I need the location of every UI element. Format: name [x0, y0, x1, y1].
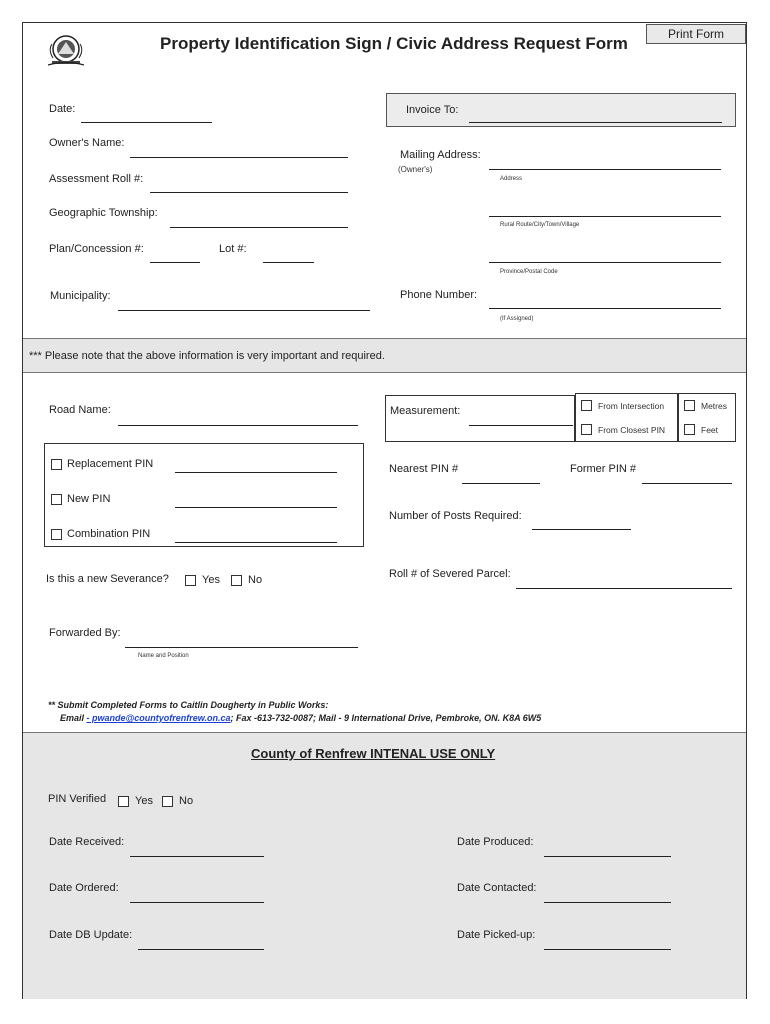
forwarded-by-field[interactable]: [125, 633, 358, 648]
pin-verified-yes-checkbox[interactable]: [118, 796, 129, 807]
measurement-box: [385, 395, 575, 442]
roll-severed-field[interactable]: [516, 574, 732, 589]
province-postal-field[interactable]: [489, 248, 721, 263]
new-pin-checkbox[interactable]: [51, 494, 62, 505]
invoice-to-box: [386, 93, 736, 127]
invoice-to-field[interactable]: [469, 108, 722, 123]
province-postal-caption: Province/Postal Code: [500, 269, 558, 275]
from-closest-pin-label: From Closest PIN: [598, 425, 666, 435]
date-picked-up-label: Date Picked-up:: [457, 929, 536, 941]
assessment-roll-label: Assessment Roll #:: [49, 173, 144, 185]
important-note-band: [23, 338, 746, 373]
posts-required-label: Number of Posts Required:: [389, 510, 522, 522]
roll-severed-label: Roll # of Severed Parcel:: [389, 568, 511, 580]
email-link[interactable]: - pwande@countyofrenfrew.on.ca: [86, 713, 231, 723]
measurement-label: Measurement:: [390, 405, 461, 417]
rural-route-field[interactable]: [489, 202, 721, 217]
measurement-field[interactable]: [469, 411, 573, 426]
name-position-caption: Name and Position: [138, 653, 189, 659]
replacement-pin-field[interactable]: [175, 458, 337, 473]
internal-use-title: County of Renfrew INTENAL USE ONLY: [251, 746, 496, 761]
lot-label: Lot #:: [219, 243, 247, 255]
date-received-field[interactable]: [130, 842, 264, 857]
date-picked-up-field[interactable]: [544, 935, 671, 950]
new-pin-label: New PIN: [67, 493, 111, 505]
date-contacted-label: Date Contacted:: [457, 882, 537, 894]
former-pin-label: Former PIN #: [570, 463, 637, 475]
contact-rest: ; Fax -613-732-0087; Mail - 9 International Drive, Pembroke, ON. K8A 6W5: [230, 713, 542, 723]
plan-concession-field[interactable]: [150, 248, 200, 263]
feet-label: Feet: [701, 425, 719, 435]
from-intersection-label: From Intersection: [598, 401, 665, 411]
replacement-pin-checkbox[interactable]: [51, 459, 62, 470]
submit-instructions: ** Submit Completed Forms to Caitlin Dougherty in Public Works:: [48, 700, 329, 710]
county-crest-icon: [44, 30, 88, 70]
owner-name-field[interactable]: [130, 143, 348, 158]
owner-name-label: Owner's Name:: [49, 137, 125, 149]
date-label: Date:: [49, 103, 76, 115]
feet-checkbox[interactable]: [684, 424, 695, 435]
posts-required-field[interactable]: [532, 515, 631, 530]
severance-no-label: No: [248, 574, 263, 586]
geographic-township-field[interactable]: [170, 213, 348, 228]
assessment-roll-field[interactable]: [150, 178, 348, 193]
municipality-field[interactable]: [118, 296, 370, 311]
invoice-to-label: Invoice To:: [406, 104, 459, 116]
municipality-label: Municipality:: [50, 290, 111, 302]
new-pin-field[interactable]: [175, 493, 337, 508]
date-produced-label: Date Produced:: [457, 836, 534, 848]
former-pin-field[interactable]: [642, 469, 732, 484]
severance-question: Is this a new Severance?: [46, 573, 169, 585]
pin-verified-no-label: No: [179, 795, 194, 807]
pin-verified-yes-label: Yes: [135, 795, 153, 807]
from-closest-pin-checkbox[interactable]: [581, 424, 592, 435]
mailing-address-field[interactable]: [489, 155, 721, 170]
metres-label: Metres: [701, 401, 727, 411]
date-produced-field[interactable]: [544, 842, 671, 857]
metres-checkbox[interactable]: [684, 400, 695, 411]
combination-pin-checkbox[interactable]: [51, 529, 62, 540]
submit-contact-line: [60, 713, 541, 723]
date-ordered-field[interactable]: [130, 888, 264, 903]
if-assigned-caption: (If Assigned): [500, 316, 534, 322]
road-name-field[interactable]: [118, 411, 358, 426]
owners-note: (Owner's): [398, 165, 433, 174]
phone-number-field[interactable]: [489, 294, 721, 309]
measurement-unit-box: [678, 393, 736, 442]
email-prefix: Email: [60, 713, 87, 723]
mailing-address-label: Mailing Address:: [400, 149, 481, 161]
phone-number-label: Phone Number:: [400, 289, 478, 301]
nearest-pin-field[interactable]: [462, 469, 540, 484]
geographic-township-label: Geographic Township:: [49, 207, 158, 219]
combination-pin-label: Combination PIN: [67, 528, 151, 540]
page-title: Property Identification Sign / Civic Address Request Form: [160, 34, 628, 53]
severance-yes-checkbox[interactable]: [185, 575, 196, 586]
date-db-update-label: Date DB Update:: [49, 929, 133, 941]
date-received-label: Date Received:: [49, 836, 125, 848]
rural-route-caption: Rural Route/City/Town/Village: [500, 222, 580, 228]
date-ordered-label: Date Ordered:: [49, 882, 119, 894]
nearest-pin-label: Nearest PIN #: [389, 463, 459, 475]
measurement-reference-box: [575, 393, 678, 442]
pin-type-box: [44, 443, 364, 547]
severance-yes-label: Yes: [202, 574, 220, 586]
combination-pin-field[interactable]: [175, 528, 337, 543]
plan-concession-label: Plan/Concession #:: [49, 243, 144, 255]
road-name-label: Road Name:: [49, 404, 111, 416]
pin-verified-label: PIN Verified: [48, 793, 107, 805]
important-note: *** Please note that the above information is very important and required.: [29, 350, 385, 362]
pin-verified-no-checkbox[interactable]: [162, 796, 173, 807]
forwarded-by-label: Forwarded By:: [49, 627, 121, 639]
severance-no-checkbox[interactable]: [231, 575, 242, 586]
lot-field[interactable]: [263, 248, 314, 263]
internal-use-section: [23, 732, 746, 999]
date-contacted-field[interactable]: [544, 888, 671, 903]
from-intersection-checkbox[interactable]: [581, 400, 592, 411]
replacement-pin-label: Replacement PIN: [67, 458, 154, 470]
print-form-button[interactable]: Print Form: [646, 24, 746, 44]
date-field[interactable]: [81, 108, 212, 123]
date-db-update-field[interactable]: [138, 935, 264, 950]
address-caption: Address: [500, 176, 523, 182]
